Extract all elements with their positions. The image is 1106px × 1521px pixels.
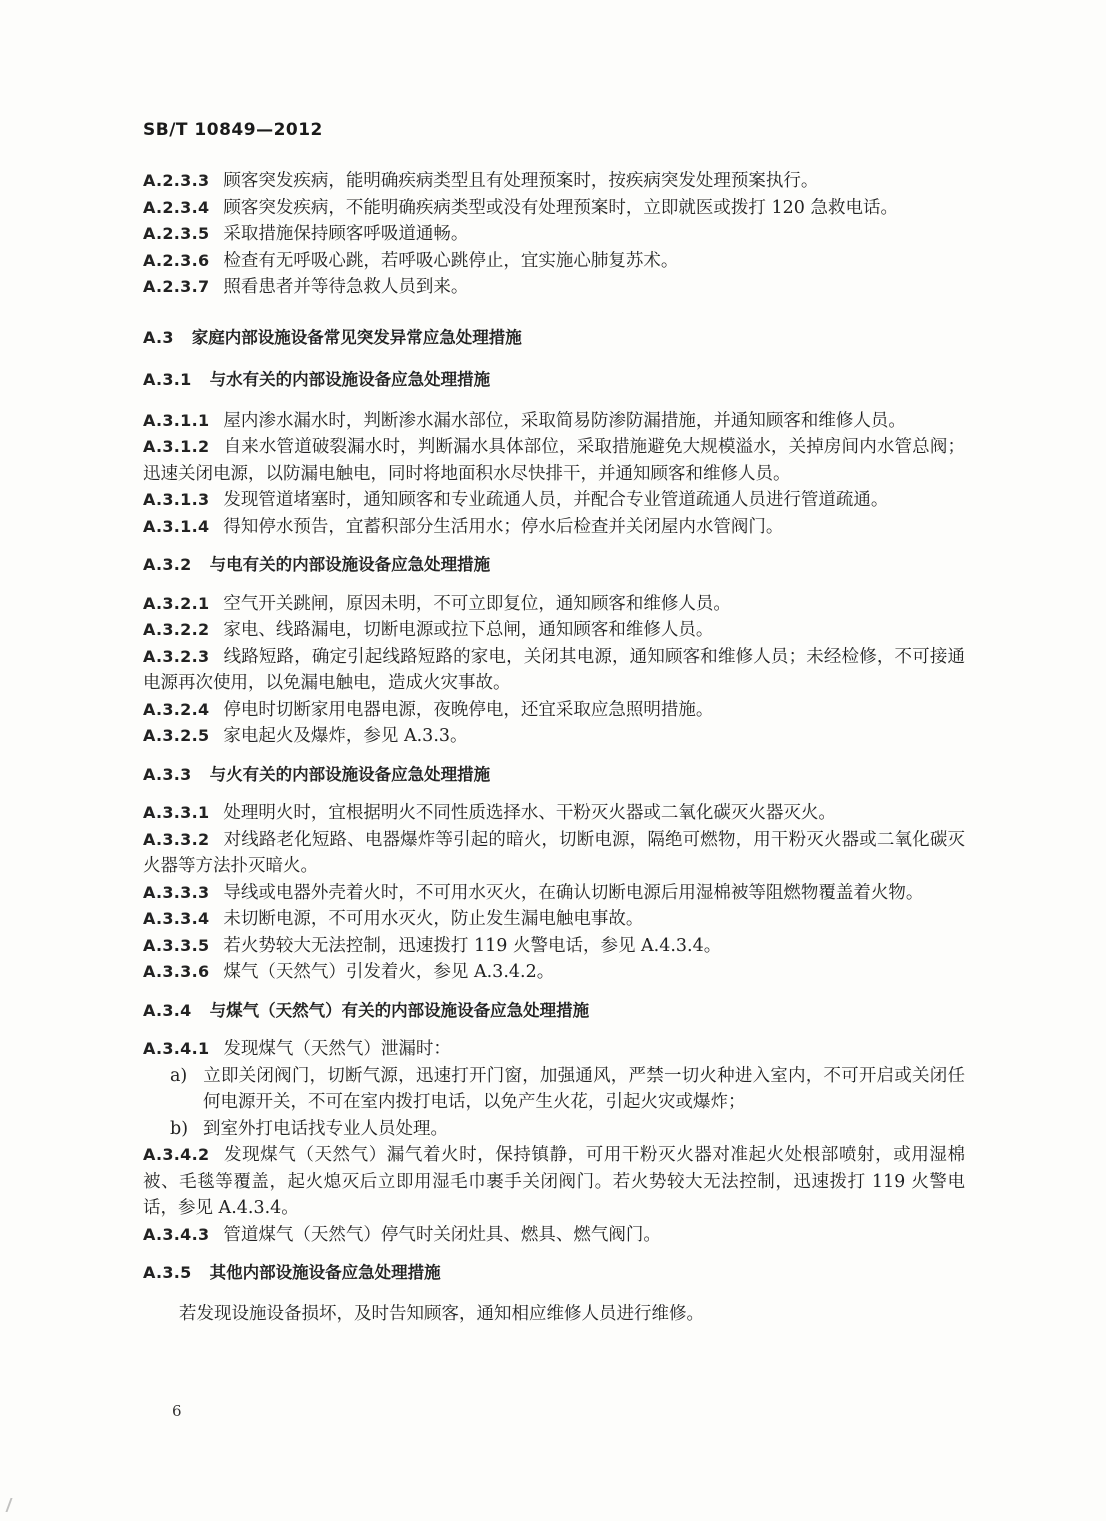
subsection-heading <box>143 998 965 1025</box>
clause-text: 煤气（天然气）引发着火，参见 A.3.4.2。 <box>223 962 555 982</box>
standard-code-header: SB/T 10849—2012 <box>143 120 323 140</box>
clause-text: 家电、线路漏电，切断电源或拉下总闸，通知顾客和维修人员。 <box>223 620 714 640</box>
clause-text: 停电时切断家用电器电源，夜晚停电，还宜采取应急照明措施。 <box>223 699 714 720</box>
clause-text: 自来水管道破裂漏水时，判断漏水具体部位，采取措施避免大规模溢水，关掉房间内水管总阀；迅速关闭电源，以防漏电触电，同时将地面积水尽快排干，并通知顾客和维修人员。 <box>143 437 965 484</box>
list-item <box>143 1063 965 1116</box>
clause <box>143 723 965 750</box>
clause <box>143 697 965 724</box>
clause <box>143 434 965 487</box>
clause-number: A.3.1.2 <box>143 437 210 456</box>
clause <box>143 274 965 301</box>
subsection-title: 与电有关的内部设施设备应急处理措施 <box>209 555 491 574</box>
clause <box>143 906 965 933</box>
page-number: 6 <box>172 1402 182 1420</box>
clause-text: 空气开关跳闸，原因未明，不可立即复位，通知顾客和维修人员。 <box>223 593 731 614</box>
clause-text: 屋内渗水漏水时，判断渗水漏水部位，采取简易防渗防漏措施，并通知顾客和维修人员。 <box>223 410 906 431</box>
list-label: a) <box>170 1065 188 1086</box>
section-title: 家庭内部设施设备常见突发异常应急处理措施 <box>191 327 522 347</box>
scan-artifact <box>5 1498 17 1512</box>
clause-text: 未切断电源，不可用水灭火，防止发生漏电触电事故。 <box>223 909 644 929</box>
clause-text: 顾客突发疾病，能明确疾病类型且有处理预案时，按疾病突发处理预案执行。 <box>223 171 819 191</box>
clause-number: A.3.3.5 <box>143 935 210 955</box>
clause-text: 导线或电器外壳着火时，不可用水灭火，在确认切断电源后用湿棉被等阻燃物覆盖着火物。 <box>223 882 924 903</box>
document-body <box>143 168 965 1327</box>
clause-number: A.3.3.2 <box>143 829 210 849</box>
clause-text: 顾客突发疾病，不能明确疾病类型或没有处理预案时，立即就医或拨打 120 急救电话。 <box>223 197 898 218</box>
clause <box>143 959 965 986</box>
clause <box>143 408 965 435</box>
clause <box>143 514 965 541</box>
clause <box>143 933 965 960</box>
section-heading <box>143 325 965 352</box>
clause <box>143 221 965 248</box>
subsection-title: 其他内部设施设备应急处理措施 <box>209 1263 441 1282</box>
clause-number: A.3.2.3 <box>143 646 210 666</box>
clause <box>143 168 965 195</box>
clause-number: A.2.3.3 <box>143 171 210 190</box>
clause-number: A.3.1.4 <box>143 516 210 536</box>
list-text: 到室外打电话找专业人员处理。 <box>203 1118 448 1139</box>
clause <box>143 880 965 907</box>
clause-number: A.3.2.5 <box>143 726 210 745</box>
subsection-heading <box>143 367 965 394</box>
clause-text: 处理明火时，宜根据明火不同性质选择水、干粉灭火器或二氧化碳灭火器灭火。 <box>223 803 836 823</box>
clause-number: A.2.3.4 <box>143 197 210 217</box>
clause <box>143 1036 965 1063</box>
clause-number: A.2.3.7 <box>143 277 210 296</box>
subsection-heading <box>143 762 965 789</box>
clause <box>143 248 965 275</box>
subsection-title: 与水有关的内部设施设备应急处理措施 <box>209 370 491 389</box>
list-label: b) <box>170 1118 189 1139</box>
clause-number: A.3.2.2 <box>143 620 210 639</box>
clause <box>143 1222 965 1249</box>
clause-text: 管道煤气（天然气）停气时关闭灶具、燃具、燃气阀门。 <box>223 1224 661 1245</box>
body-paragraph: 若发现设施设备损坏，及时告知顾客，通知相应维修人员进行维修。 <box>179 1303 704 1324</box>
clause-number: A.3.2.1 <box>143 593 210 613</box>
clause <box>143 800 965 827</box>
clause <box>143 487 965 514</box>
subsection-number: A.3.2 <box>143 555 192 574</box>
clause <box>143 591 965 618</box>
clause-text: 得知停水预告，宜蓄积部分生活用水；停水后检查并关闭屋内水管阀门。 <box>223 516 784 537</box>
subsection-number: A.3.3 <box>143 764 192 784</box>
clause-text: 照看患者并等待急救人员到来。 <box>223 277 469 297</box>
clause <box>143 617 965 644</box>
clause-text: 家电起火及爆炸，参见 A.3.3。 <box>223 726 468 746</box>
clause-text: 线路短路，确定引起线路短路的家电，关闭其电源，通知顾客和维修人员；未经检修，不可接通电源再次使用，以免漏电触电，造成火灾事故。 <box>143 646 965 693</box>
clause-number: A.3.3.4 <box>143 909 210 928</box>
clause <box>143 1142 965 1222</box>
clause-number: A.3.1.1 <box>143 410 210 430</box>
clause-text: 发现煤气（天然气）泄漏时： <box>223 1039 451 1059</box>
clause-number: A.3.3.6 <box>143 962 210 981</box>
clause-text: 检查有无呼吸心跳，若呼吸心跳停止，宜实施心肺复苏术。 <box>223 250 679 271</box>
clause-number: A.3.2.4 <box>143 699 210 719</box>
list-text: 立即关闭阀门，切断气源，迅速打开门窗，加强通风，严禁一切火种进入室内，不可开启或关闭任何电源开关，不可在室内拨打电话，以免产生火花，引起火灾或爆炸； <box>203 1065 965 1112</box>
clause-number: A.3.1.3 <box>143 490 210 509</box>
clause-number: A.3.4.3 <box>143 1224 210 1244</box>
clause-number: A.3.4.1 <box>143 1039 210 1058</box>
clause <box>143 827 965 880</box>
clause <box>143 644 965 697</box>
subsection-heading <box>143 1260 965 1287</box>
clause-text: 发现管道堵塞时，通知顾客和专业疏通人员，并配合专业管道疏通人员进行管道疏通。 <box>223 490 889 510</box>
clause-number: A.3.3.3 <box>143 882 210 902</box>
clause-text: 采取措施保持顾客呼吸道通畅。 <box>223 224 469 244</box>
subsection-number: A.3.4 <box>143 1000 192 1020</box>
clause-text: 对线路老化短路、电器爆炸等引起的暗火，切断电源，隔绝可燃物，用干粉灭火器或二氧化碳灭火器等方法扑灭暗火。 <box>143 829 965 876</box>
subsection-title: 与煤气（天然气）有关的内部设施设备应急处理措施 <box>209 1000 590 1020</box>
subsection-heading <box>143 552 965 579</box>
clause-number: A.2.3.5 <box>143 224 210 243</box>
clause <box>143 195 965 222</box>
clause-number: A.2.3.6 <box>143 250 210 270</box>
subsection-number: A.3.1 <box>143 370 192 389</box>
subsection-title: 与火有关的内部设施设备应急处理措施 <box>209 764 491 784</box>
subsection-number: A.3.5 <box>143 1263 192 1282</box>
clause-number: A.3.4.2 <box>143 1145 210 1164</box>
list-item <box>143 1116 965 1143</box>
clause-text: 发现煤气（天然气）漏气着火时，保持镇静，可用干粉灭火器对准起火处根部喷射，或用湿棉被、毛毯等覆盖，起火熄灭后立即用湿毛巾裹手关闭阀门。若火势较大无法控制，迅速拨打 119 火警电话，参见 A.4.3.4。 <box>143 1145 965 1218</box>
clause-text: 若火势较大无法控制，迅速拨打 119 火警电话，参见 A.4.3.4。 <box>223 935 722 956</box>
clause-number: A.3.3.1 <box>143 803 210 822</box>
section-number: A.3 <box>143 327 174 347</box>
